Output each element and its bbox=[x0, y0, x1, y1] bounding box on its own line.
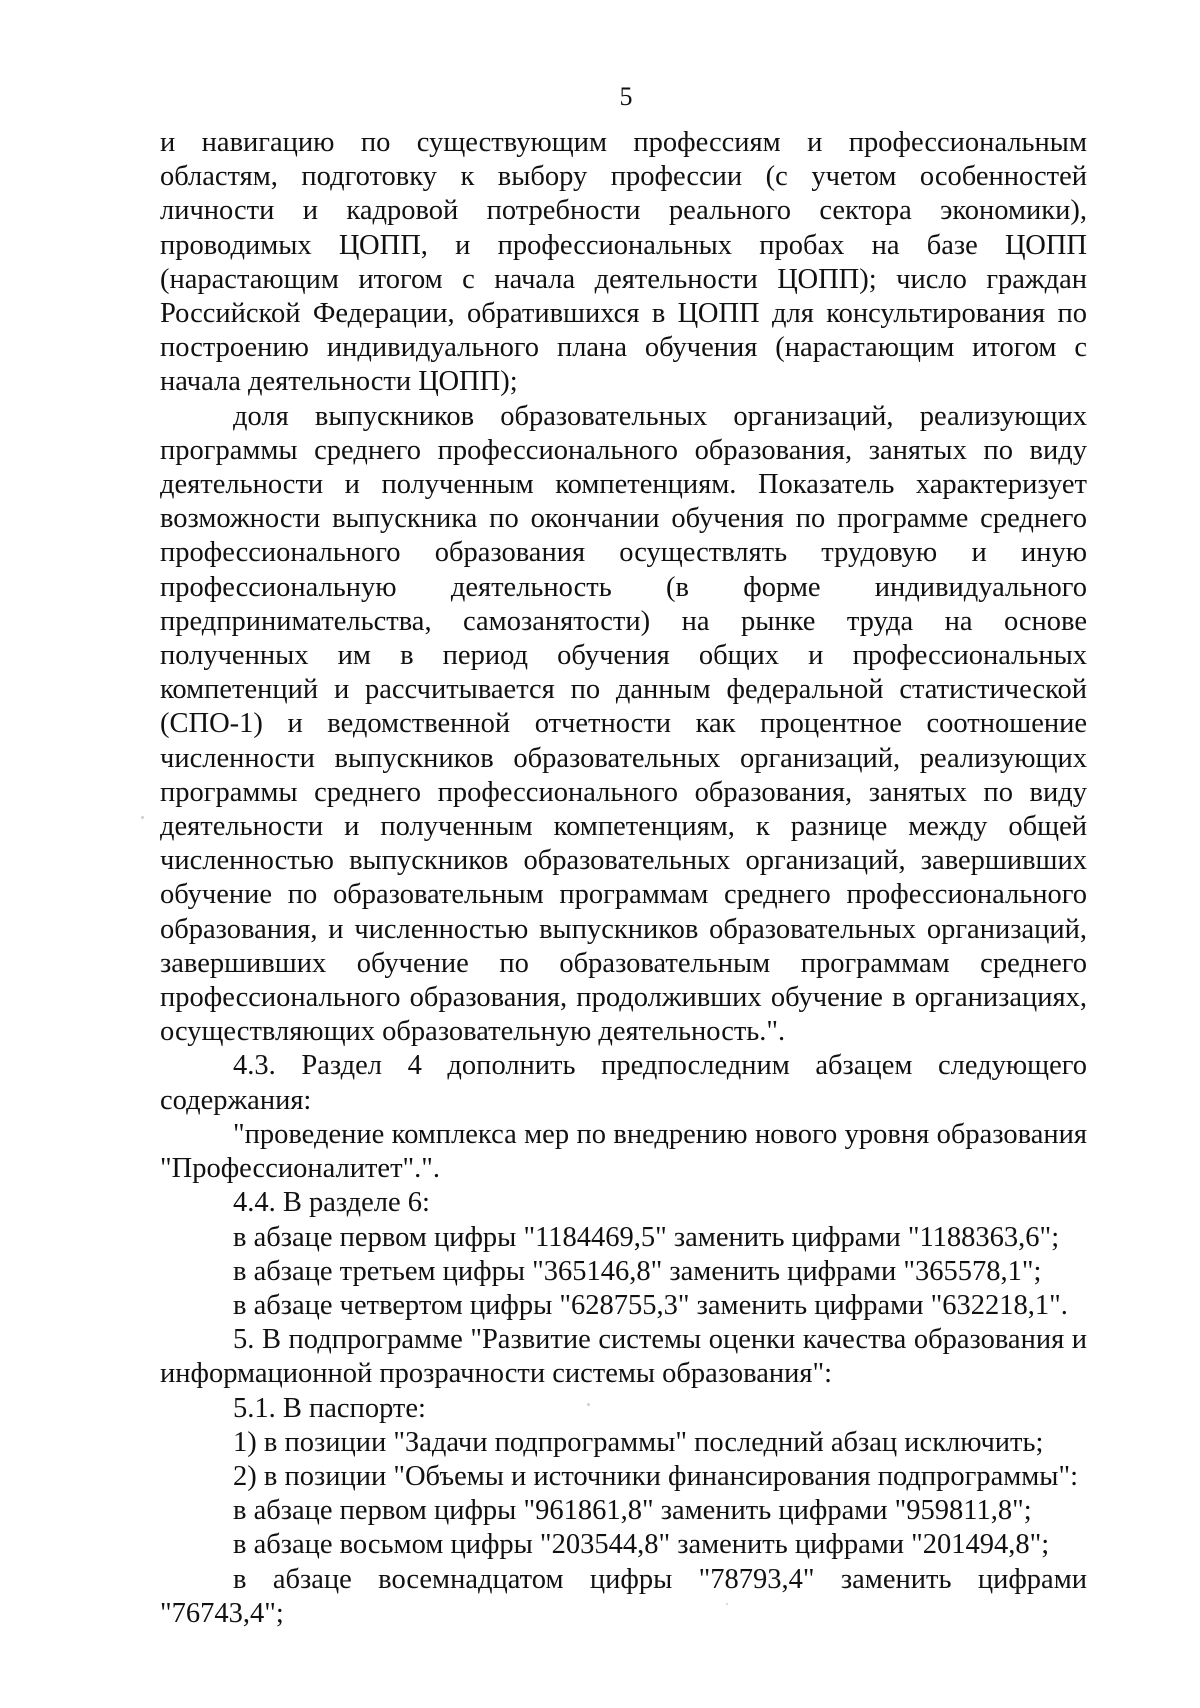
paragraph-graduates-employment-share: доля выпускников образовательных организаций, реализующих программы среднего профессионального образования, занятых по виду деятельности и полученным компетенциям. Показатель характеризует возможности выпускника по окончании обучения по программе среднего профессионального образования осуществлять трудовую и иную профессиональную деятельность (в форме индивидуального предпринимательства, самозанятости) на рынке труда на основе полученных им в период обучения общих и профессиональных компетенций и рассчитывается по данным федеральной статистической (СПО-1) и ведомственной отчетности как процентное соотношение численности выпускников образовательных организаций, реализующих программы среднего профессионального образования, занятых по виду деятельности и полученным компетенциям, к разнице между общей численностью выпускников образовательных организаций, завершивших обучение по образовательным программам среднего профессионального образования, и численностью выпускников образовательных организаций, завершивших обучение по образовательным программам среднего профессионального образования, продолживших обучение в организациях, осуществляющих образовательную деятельность.". bbox=[160, 400, 1087, 1048]
paragraph-section-4-3: 4.3. Раздел 4 дополнить предпоследним абзацем следующего содержания: bbox=[160, 1050, 1087, 1116]
paragraph-section-4-4: 4.4. В разделе 6: bbox=[233, 1187, 430, 1219]
paragraph-tasks-item-1: 1) в позиции "Задачи подпрограммы" последний абзац исключить; bbox=[233, 1426, 1044, 1458]
paragraph-passport-5-1: 5.1. В паспорте: bbox=[233, 1392, 426, 1424]
scan-speck bbox=[726, 1603, 728, 1605]
paragraph-continuation-career-guidance: и навигацию по существующим профессиям и профессиональным областям, подготовку к выбору профессии (с учетом особенностей личности и кадровой потребности реального сектора экономики), проводимых ЦОПП, и профессиональных пробах на базе ЦОПП (нарастающим итогом с начала деятельности ЦОПП); число граждан Российской Федерации, обратившихся в ЦОПП для консультирования по построению индивидуального плана обучения (нарастающим итогом с начала деятельности ЦОПП); bbox=[160, 127, 1087, 398]
paragraph-subprogram-5: 5. В подпрограмме "Развитие системы оценки качества образования и информационной прозрачности системы образования": bbox=[160, 1324, 1087, 1390]
paragraph-financing-item-2: 2) в позиции "Объемы и источники финансирования подпрограммы": bbox=[233, 1460, 1079, 1492]
paragraph-professionalitet-quote: "проведение комплекса мер по внедрению нового уровня образования "Профессионалитет".". bbox=[160, 1118, 1087, 1185]
paragraph-section-6-first: в абзаце первом цифры "1184469,5" заменить цифрами "1188363,6"; bbox=[233, 1221, 1060, 1253]
paragraph-financing-eighteenth: в абзаце восемнадцатом цифры "78793,4" заменить цифрами "76743,4"; bbox=[160, 1563, 1087, 1629]
scan-speck bbox=[141, 816, 144, 819]
paragraph-financing-first: в абзаце первом цифры "961861,8" заменить цифрами "959811,8"; bbox=[233, 1495, 1032, 1527]
document-body bbox=[160, 126, 1087, 1631]
paragraph-section-6-third: в абзаце третьем цифры "365146,8" заменить цифрами "365578,1"; bbox=[233, 1255, 1042, 1287]
page-number: 5 bbox=[619, 82, 633, 111]
paragraph-financing-eighth: в абзаце восьмом цифры "203544,8" заменить цифрами "201494,8"; bbox=[233, 1529, 1050, 1561]
paragraph-section-6-fourth: в абзаце четвертом цифры "628755,3" заменить цифрами "632218,1". bbox=[233, 1289, 1068, 1321]
scan-speck bbox=[587, 1403, 590, 1406]
